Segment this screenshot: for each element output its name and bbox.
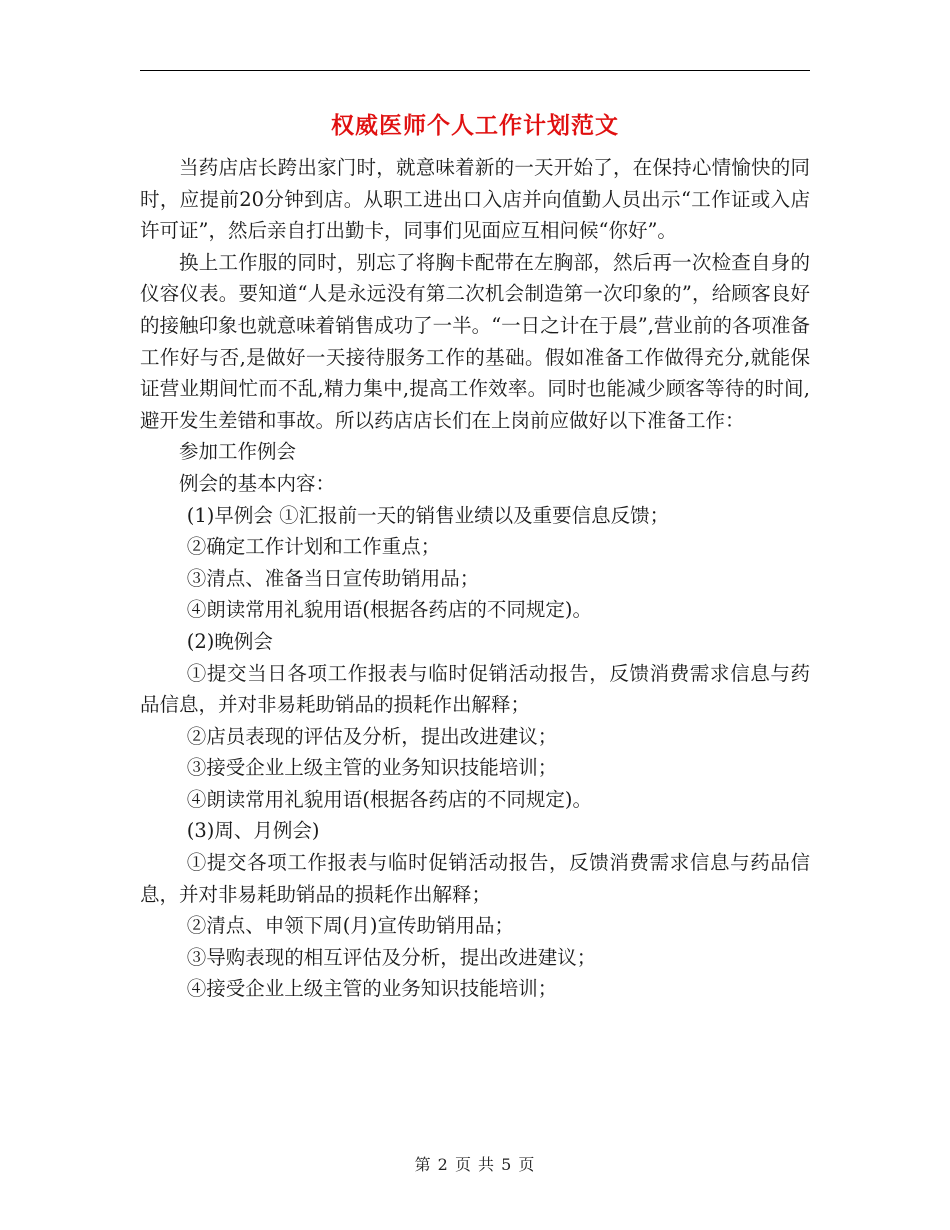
list-item: ②店员表现的评估及分析，提出改进建议；	[186, 724, 558, 748]
weekly-meeting-heading: (3)周、月例会)	[186, 819, 320, 843]
list-item: ②清点、申领下周(月)宣传助销用品；	[186, 914, 515, 938]
list-item: ③接受企业上级主管的业务知识技能培训；	[186, 756, 558, 780]
list-item: ④接受企业上级主管的业务知识技能培训；	[186, 977, 558, 1001]
list-item: ①汇报前一天的销售业绩以及重要信息反馈；	[279, 503, 670, 527]
list-item: ②确定工作计划和工作重点；	[186, 535, 441, 559]
list-item: ④朗读常用礼貌用语(根据各药店的不同规定)。	[186, 787, 593, 811]
list-item: ①提交当日各项工作报表与临时促销活动报告，反馈消费需求信息与药品信息，并对非易耗助销品的损耗作出解释；	[140, 661, 810, 717]
list-item: ④朗读常用礼貌用语(根据各药店的不同规定)。	[186, 598, 593, 622]
paragraph: 换上工作服的同时，别忘了将胸卡配带在左胸部，然后再一次检查自身的仪容仪表。要知道“人是永远没有第二次机会制造第一次印象的”，给顾客良好的接触印象也就意味着销售成功了一半。“一日之计在于晨”,营业前的各项准备工作好与否,是做好一天接待服务工作的基础。假如准备工作做得充分,就能保证营业期间忙而不乱,精力集中,提高工作效率。同时也能减少顾客等待的时间,避开发生差错和事故。所以药店店长们在上岗前应做好以下准备工作：	[140, 250, 810, 432]
page-number: 第 2 页 共 5 页	[414, 1155, 536, 1174]
document-body	[140, 152, 810, 1005]
list-item: ③导购表现的相互评估及分析，提出改进建议；	[186, 945, 597, 969]
header-rule	[140, 70, 810, 71]
list-item: ①提交各项工作报表与临时促销活动报告，反馈消费需求信息与药品信息，并对非易耗助销品的损耗作出解释；	[140, 851, 810, 906]
section-intro: 例会的基本内容：	[179, 471, 336, 495]
morning-meeting-heading-line	[140, 500, 810, 532]
list-item: ③清点、准备当日宣传助销用品；	[186, 566, 480, 590]
morning-meeting-heading: (1)早例会	[186, 503, 273, 527]
evening-meeting-heading: (2)晚例会	[186, 629, 273, 653]
paragraph: 当药店店长跨出家门时，就意味着新的一天开始了，在保持心情愉快的同时，应提前20分钟到店。从职工进出口入店并向值勤人员出示“工作证或入店许可证”，然后亲自打出勤卡，同事们见面应互相问候“你好”。	[140, 156, 810, 243]
section-heading: 参加工作例会	[179, 440, 297, 464]
document-title: 权威医师个人工作计划范文	[331, 112, 619, 139]
